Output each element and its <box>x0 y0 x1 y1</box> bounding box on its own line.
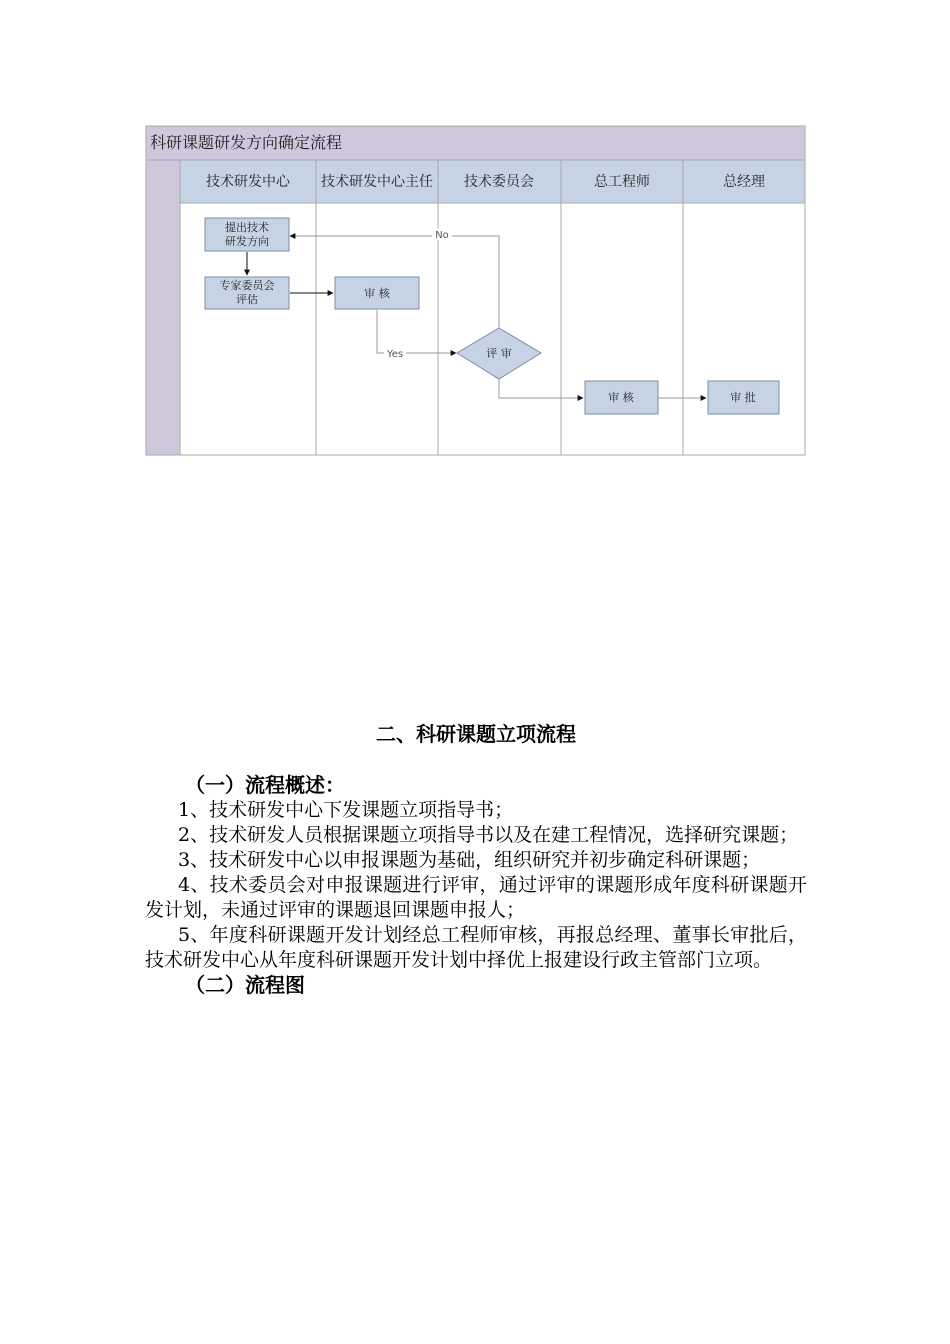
node-chief-engineer-review-label: 审 核 <box>608 391 634 404</box>
flowchart-left-column <box>146 160 180 455</box>
node-gm-approval-label: 审 批 <box>730 391 756 404</box>
node-committee-review-label: 评 审 <box>486 347 512 360</box>
connector-no-label: No <box>435 230 449 241</box>
document-body <box>145 718 807 998</box>
section-title: 二、科研课题立项流程 <box>376 722 576 746</box>
step-3: 3、技术研发中心以申报课题为基础，组织研究并初步确定科研课题； <box>178 849 761 871</box>
step-5: 5、年度科研课题开发计划经总工程师审核，再报总经理、董事长审批后，技术研发中心从年度科研课题开发计划中择优上报建设行政主管部门立项。 <box>145 924 807 971</box>
node-propose-line2: 研发方向 <box>225 235 269 248</box>
lane-label-general-manager: 总经理 <box>723 174 765 190</box>
flowchart <box>0 0 950 470</box>
node-propose-line1: 提出技术 <box>225 221 269 234</box>
lane-label-tech-committee: 技术委员会 <box>464 174 534 190</box>
lane-label-chief-engineer: 总工程师 <box>594 174 650 190</box>
step-4: 4、技术委员会对申报课题进行评审，通过评审的课题形成年度科研课题开发计划，未通过评审的课题退回课题申报人； <box>145 874 807 921</box>
lane-label-rd-center: 技术研发中心 <box>206 174 290 190</box>
step-1: 1、技术研发中心下发课题立项指导书； <box>178 799 514 821</box>
overview-heading: （一）流程概述： <box>185 773 345 797</box>
node-director-review-label: 审 核 <box>364 287 390 300</box>
connector-yes-label: Yes <box>386 349 404 360</box>
flowchart-title: 科研课题研发方向确定流程 <box>150 133 343 152</box>
step-2: 2、技术研发人员根据课题立项指导书以及在建工程情况，选择研究课题； <box>178 824 799 846</box>
node-expert-line1: 专家委员会 <box>219 279 275 292</box>
lane-label-rd-director: 技术研发中心主任 <box>321 174 433 190</box>
node-expert-line2: 评估 <box>236 293 258 306</box>
flowchart-heading: （二）流程图 <box>185 973 305 997</box>
